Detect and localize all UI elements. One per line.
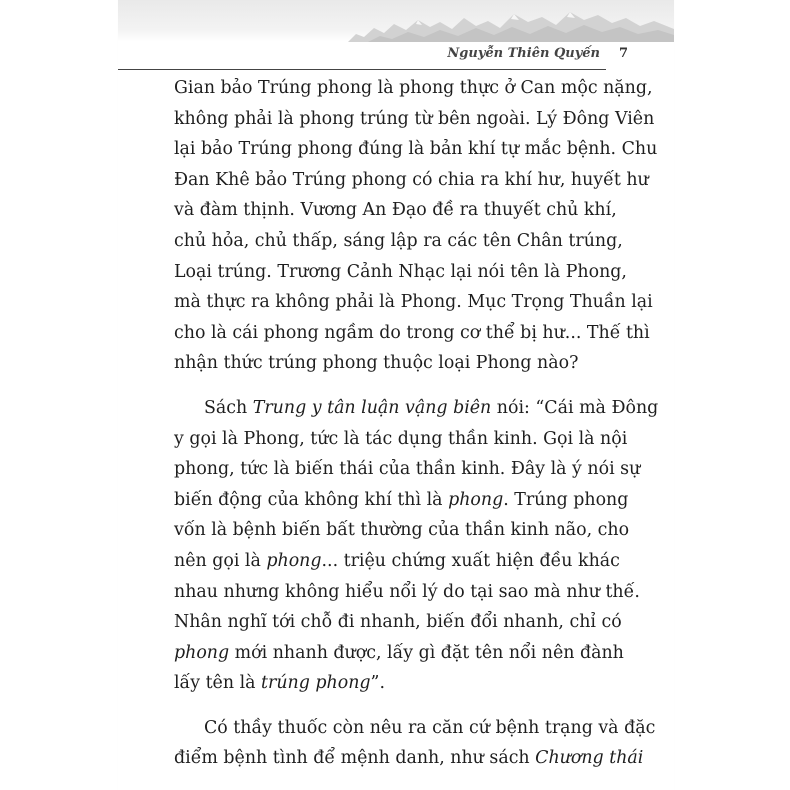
text-line — [174, 226, 623, 257]
italic-text: phong — [174, 642, 230, 663]
text-run: vốn là bệnh biến bất thường của thần kinh não, cho — [174, 520, 630, 541]
header-rule — [118, 69, 606, 70]
text-run: lấy tên là — [174, 673, 262, 694]
text-line — [174, 104, 655, 135]
text-line — [174, 515, 630, 546]
text-line — [174, 607, 622, 638]
text-run: mà thực ra không phải là Phong. Mục Trọng Thuần lại — [174, 292, 653, 313]
text-line — [174, 257, 627, 288]
paragraph — [174, 393, 659, 699]
text-run: điểm bệnh tình để mệnh danh, như sách — [174, 748, 536, 769]
body-text — [174, 73, 659, 788]
text-run: mới nhanh được, lấy gì đặt tên nổi nên đành — [229, 642, 624, 663]
page-number: 7 — [618, 46, 628, 61]
text-run: nên gọi là — [174, 550, 267, 571]
text-run: không phải là phong trúng từ bên ngoài. Lý Đông Viên — [174, 108, 655, 129]
text-run: nhận thức trúng phong thuộc loại Phong nào? — [174, 353, 579, 374]
text-line — [174, 485, 629, 516]
text-run: Nhân nghĩ tới chỗ đi nhanh, biến đổi nhanh, chỉ có — [174, 612, 622, 633]
text-line — [174, 638, 624, 669]
paragraph — [174, 713, 656, 774]
text-run: phong, tức là biến thái của thần kinh. Đây là ý nói sự — [174, 459, 641, 480]
text-run: nói: “Cái mà Đông — [491, 397, 659, 418]
text-run: Loại trúng. Trương Cảnh Nhạc lại nói tên là Phong, — [174, 261, 627, 282]
running-head-author: Nguyễn Thiên Quyến — [447, 46, 600, 61]
text-run: nhau nhưng không hiểu nổi lý do tại sao mà như thế. — [174, 581, 640, 602]
text-line — [174, 73, 653, 104]
mountain-illustration — [118, 0, 674, 42]
text-run: và đàm thịnh. Vương An Đạo đề ra thuyết chủ khí, — [174, 200, 617, 221]
italic-text: Trung y tân luận vậng biên — [252, 397, 492, 418]
text-line — [174, 348, 598, 379]
italic-text: phong — [266, 550, 322, 571]
text-line — [174, 287, 653, 318]
italic-text: trúng phong — [261, 673, 371, 694]
text-line — [174, 165, 649, 196]
italic-text: phong — [448, 489, 504, 510]
text-line — [174, 743, 644, 774]
text-line — [174, 195, 617, 226]
text-run: y gọi là Phong, tức là tác dụng thần kinh. Gọi là nội — [174, 428, 628, 449]
text-line — [174, 424, 628, 455]
book-page — [118, 0, 674, 790]
text-line — [174, 393, 659, 424]
text-line — [174, 668, 598, 699]
text-line — [174, 454, 641, 485]
text-run: Đan Khê bảo Trúng phong có chia ra khí hư, huyết hư — [174, 169, 649, 190]
text-run: cho là cái phong ngầm do trong cơ thể bị hư... Thế thì — [174, 322, 650, 343]
text-run: . Trúng phong — [503, 489, 629, 510]
text-run: ”. — [370, 673, 385, 694]
text-line — [174, 134, 658, 165]
paragraph — [174, 73, 658, 379]
text-run: Gian bảo Trúng phong là phong thực ở Can mộc nặng, — [174, 78, 653, 98]
text-line — [174, 546, 620, 577]
text-run: biến động của không khí thì là — [174, 489, 449, 510]
text-run: Sách — [204, 397, 253, 418]
text-line — [174, 318, 650, 349]
text-run: Có thầy thuốc còn nêu ra căn cứ bệnh trạng và đặc — [204, 717, 656, 738]
italic-text: Chương thái — [535, 748, 644, 769]
text-line — [174, 577, 640, 608]
text-run: chủ hỏa, chủ thấp, sáng lập ra các tên Chân trúng, — [174, 230, 623, 251]
text-line — [174, 713, 656, 744]
text-run: lại bảo Trúng phong đúng là bản khí tự mắc bệnh. Chu — [174, 139, 658, 160]
text-run: ... triệu chứng xuất hiện đều khác — [321, 550, 620, 571]
